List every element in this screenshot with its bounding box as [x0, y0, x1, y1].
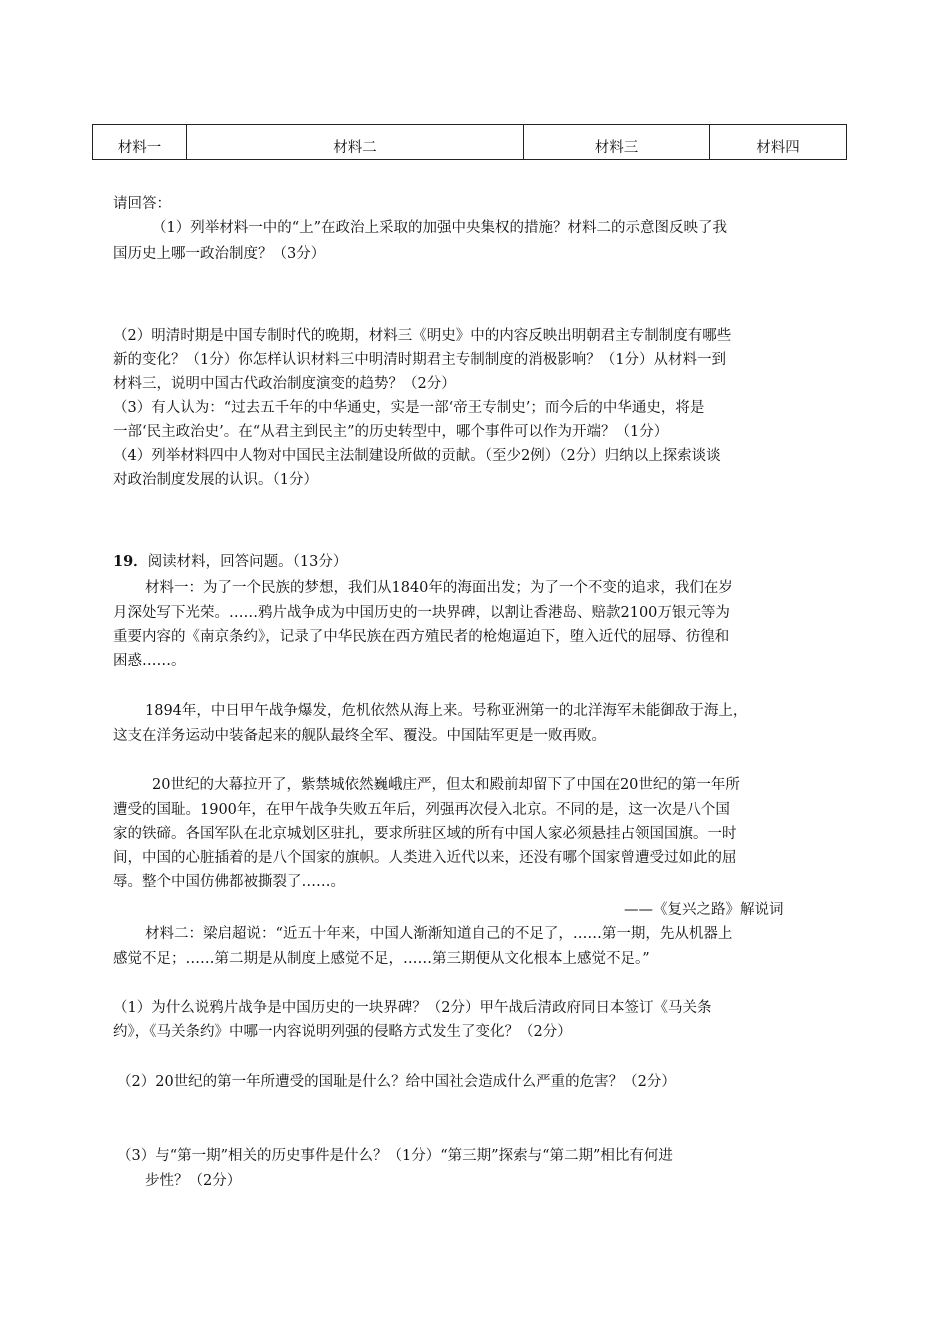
- q19-material1c-line1: [152, 773, 740, 797]
- text-line: （3）有人认为：“过去五千年的中华通史，实是一部‘帝王专制史’；而今后的中华通史，将是: [113, 400, 705, 416]
- text-line: 重要内容的《南京条约》，记录了中华民族在西方殖民者的枪炮逼迫下，堕入近代的屈辱、彷徨和: [113, 629, 730, 645]
- question-number: 19．: [113, 553, 148, 570]
- q19-source: [624, 898, 784, 922]
- q19-part3-line1: [117, 1144, 673, 1168]
- text-line: 1894年，中日甲午战争爆发，危机依然从海上来。号称亚洲第一的北洋海军未能御敌于海上，: [145, 703, 748, 719]
- text-line: 对政治制度发展的认识。（1分）: [113, 472, 318, 488]
- q19-heading: [113, 550, 347, 574]
- text-line: （2）20世纪的第一年所遭受的国耻是什么？给中国社会造成什么严重的危害？（2分）: [117, 1074, 676, 1090]
- text-line: 材料三，说明中国古代政治制度演变的趋势？（2分）: [113, 376, 456, 392]
- text-line: 月深处写下光荣。……鸦片战争成为中国历史的一块界碑，以割让香港岛、赔款2100万银元等为: [113, 605, 730, 621]
- text-line: 这支在洋务运动中装备起来的舰队最终全军、覆没。中国陆军更是一败再败。: [113, 728, 606, 744]
- question-title: 阅读材料，回答问题。（13分）: [147, 554, 348, 570]
- q18-prompt: [113, 192, 171, 216]
- text-line: 家的铁碲。各国军队在北京城划区驻扎，要求所驻区域的所有中国人家必须悬挂占领国国旗。一时: [113, 826, 737, 842]
- text-line: 20世纪的大幕拉开了，紫禁城依然巍峨庄严，但太和殿前却留下了中国在20世纪的第一年所: [152, 777, 740, 793]
- q19-part1: [113, 996, 711, 1044]
- text-line: 材料一：为了一个民族的梦想，我们从1840年的海面出发；为了一个不变的追求，我们在岁: [145, 580, 733, 596]
- text-line: （3）与“第一期”相关的历史事件是什么？（1分）“第三期”探索与“第二期”相比有何进: [117, 1148, 673, 1164]
- table-row: [93, 125, 847, 160]
- table-cell-material-4: 材料四: [710, 125, 847, 160]
- text-line: 感觉不足；……第二期是从制度上感觉不足，……第三期便从文化根本上感觉不足。”: [113, 951, 650, 967]
- text-line: （1）列举材料一中的“上”在政治上采取的加强中央集权的措施？材料二的示意图反映了我: [152, 220, 728, 236]
- q18-part1-line2: [113, 242, 325, 266]
- text-line: （2）明清时期是中国专制时代的晚期，材料三《明史》中的内容反映出明朝君主专制制度有哪些: [113, 328, 732, 344]
- text-line: （1）为什么说鸦片战争是中国历史的一块界碑？（2分）甲午战后清政府同日本签订《马关条: [113, 1000, 712, 1016]
- text-line: 一部‘民主政治史’。在“从君主到民主”的历史转型中，哪个事件可以作为开端？（1分）: [113, 424, 669, 440]
- text-line: 国历史上哪一政治制度？（3分）: [113, 246, 326, 262]
- text-line: 辱。整个中国仿佛都被撕裂了……。: [113, 874, 345, 890]
- text-line: 间，中国的心脏插着的是八个国家的旗帜。人类进入近代以来，还没有哪个国家曾遭受过如此的屈: [113, 850, 737, 866]
- q19-material1b-line1: [145, 699, 747, 723]
- table-cell-material-1: 材料一: [93, 125, 187, 160]
- text-line: 约》，《马关条约》中哪一内容说明列强的侵略方式发生了变化？（2分）: [113, 1024, 572, 1040]
- q19-material1a: [113, 601, 730, 673]
- q19-part2: [117, 1070, 676, 1094]
- text-line: 步性？（2分）: [145, 1173, 242, 1189]
- materials-table: [92, 124, 847, 160]
- text-line: 困惑……。: [113, 653, 186, 669]
- text-line: 遭受的国耻。1900年，在甲午战争失败五年后，列强再次侵入北京。不同的是，这一次是八个国: [113, 802, 730, 818]
- q18-part2: [113, 324, 731, 492]
- q19-material1b-line2: [113, 724, 606, 748]
- q19-material2-line2: [113, 947, 650, 971]
- table-cell-material-2: 材料二: [187, 125, 524, 160]
- text-line: 材料二：梁启超说：“近五十年来，中国人渐渐知道自己的不足了，……第一期，先从机器上: [145, 926, 733, 942]
- q19-material1a-line1: [145, 576, 733, 600]
- table-cell-material-3: 材料三: [524, 125, 710, 160]
- q18-part1-line1: [152, 216, 727, 240]
- source-line: ——《复兴之路》解说词: [624, 902, 784, 918]
- prompt-line: 请回答：: [113, 196, 171, 212]
- q19-part3-line2: [145, 1169, 241, 1193]
- text-line: （4）列举材料四中人物对中国民主法制建设所做的贡献。（至少2例）（2分）归纳以上探索谈谈: [113, 448, 721, 464]
- text-line: 新的变化？（1分）你怎样认识材料三中明清时期君主专制制度的消极影响？（1分）从材料一到: [113, 352, 726, 368]
- q19-material1c: [113, 798, 737, 894]
- q19-material2-line1: [145, 922, 732, 946]
